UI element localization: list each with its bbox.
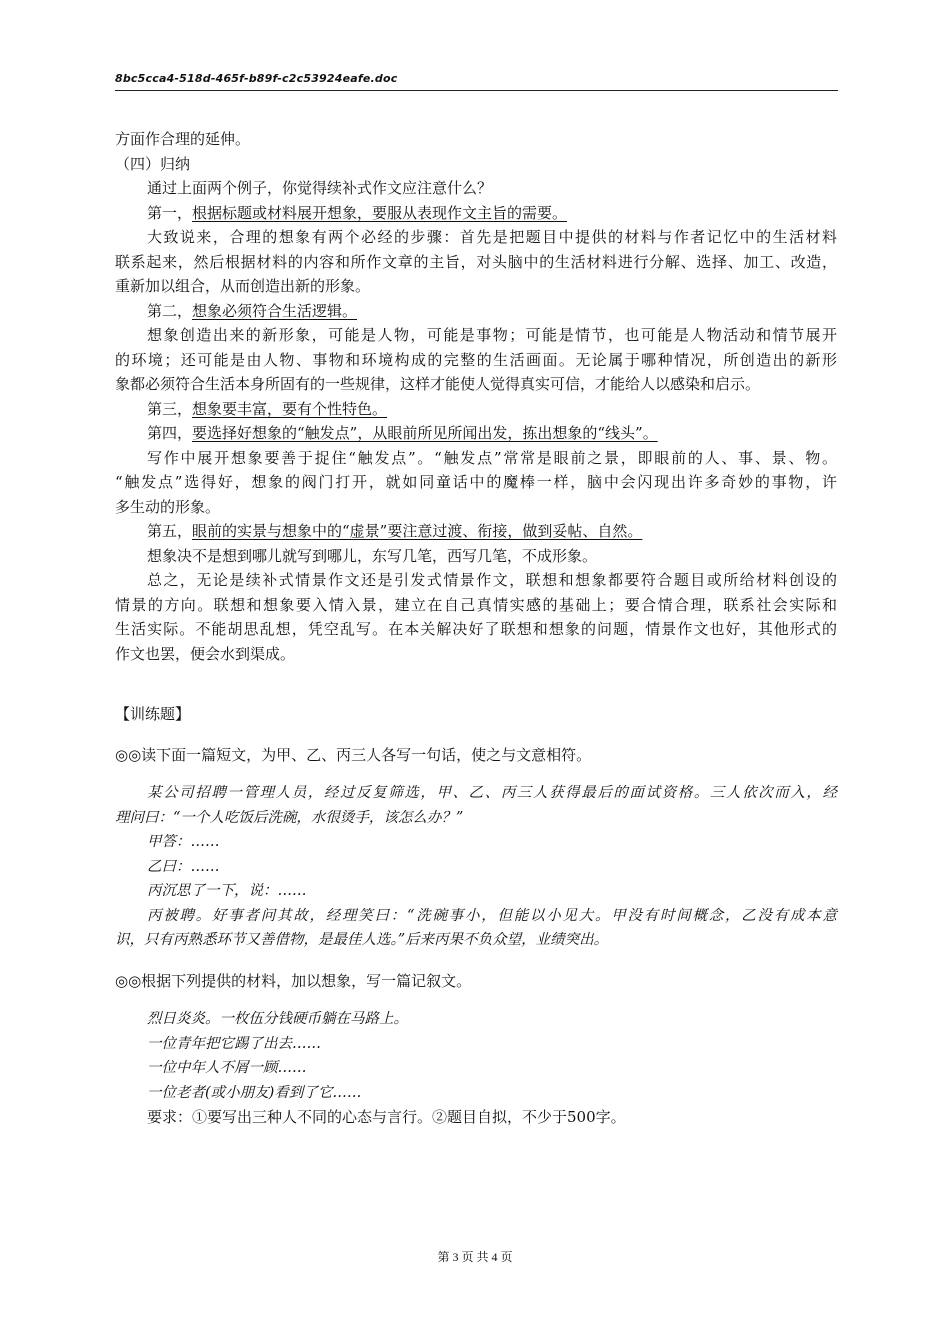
paragraph-line: 生活实际。不能胡思乱想，凭空乱写。在本关解决好了联想和想象的问题，情景作文也好，其他形式的 <box>115 620 837 638</box>
paragraph-line: 写作中展开想象要善于捉住“触发点”。“触发点”常常是眼前之景，即眼前的人、事、景、物。 <box>147 448 837 467</box>
underlined-point: 要选择好想象的“触发点”，从眼前所见所闻出发，拣出想象的“线头”。 <box>192 424 658 442</box>
story-line: 乙曰：…… <box>147 858 220 875</box>
story-line: 丙被聘。好事者问其故，经理笑曰：“洗碗事小，但能以小见大。甲没有时间概念，乙没有成本意 <box>147 907 837 924</box>
paragraph-line: 重新加以组合，从而创造出新的形象。 <box>115 277 371 295</box>
point-five <box>115 519 837 544</box>
point-four <box>115 421 837 446</box>
story-line: 某公司招聘一管理人员，经过反复筛选，甲、乙、丙三人获得最后的面试资格。三人依次而入，经 <box>147 785 837 801</box>
header-filename: 8bc5cca4-518d-465f-b89f-c2c53924eafe.doc <box>115 72 398 85</box>
paragraph-line: 大致说来，合理的想象有两个必经的步骤：首先是把题目中提供的材料与作者记忆中的生活材料 <box>147 228 837 246</box>
material-line: 一位老者(或小朋友)看到了它…… <box>147 1084 362 1101</box>
question-two: ◎◎根据下列提供的材料，加以想象，写一篇记叙文。 <box>115 971 472 990</box>
section-heading: （四）归纳 <box>115 154 191 173</box>
paragraph-line: 总之，无论是续补式情景作文还是引发式情景作文，联想和想象都要符合题目或所给材料创设的 <box>147 571 837 589</box>
document-body <box>115 127 837 1130</box>
paragraph-line: 情景的方向。联想和想象要入情入景，建立在自己真情实感的基础上；要合情合理，联系社会实际和 <box>115 595 837 614</box>
question-one: ◎◎读下面一篇短文，为甲、乙、丙三人各写一句话，使之与文意相符。 <box>115 745 592 764</box>
point-label: 第三， <box>147 399 193 418</box>
training-title: 【训练题】 <box>115 705 191 723</box>
point-three <box>115 397 837 422</box>
paragraph-line: 的环境；还可能是由人物、事物和环境构成的完整的生活画面。无论属于哪种情况，所创造出的新形 <box>115 350 837 369</box>
paragraph-line: 方面作合理的延伸。 <box>115 130 251 148</box>
material-line: 一位青年把它踢了出去…… <box>147 1035 321 1052</box>
point-one <box>115 201 837 226</box>
paragraph-line: 通过上面两个例子，你觉得续补式作文应注意什么？ <box>147 179 493 197</box>
underlined-point: 想象要丰富，要有个性特色。 <box>192 399 388 418</box>
point-label: 第二， <box>147 301 193 320</box>
page-header <box>115 70 838 91</box>
point-label: 第一， <box>147 203 193 222</box>
story-line: 甲答：…… <box>147 834 220 850</box>
underlined-point: 眼前的实景与想象中的“虚景”要注意过渡、衔接，做到妥帖、自然。 <box>192 522 643 540</box>
underlined-point: 根据标题或材料展开想象，要服从表现作文主旨的需要。 <box>192 203 568 222</box>
paragraph-line: 象都必须符合生活本身所固有的一些规律，这样才能使人觉得真实可信，才能给人以感染和启示。 <box>115 375 761 393</box>
paragraph-line: 作文也罢，便会水到渠成。 <box>115 644 296 663</box>
story-line: 丙沉思了一下，说：…… <box>147 883 307 899</box>
paragraph-line: 多生动的形象。 <box>115 497 221 516</box>
paragraph-line: 联系起来，然后根据材料的内容和所作文章的主旨，对头脑中的生活材料进行分解、选择、加工、改造， <box>115 252 837 271</box>
story-line: 理问曰：“一个人吃饭后洗碗，水很烫手，该怎么办？” <box>115 809 464 826</box>
underlined-point: 想象必须符合生活逻辑。 <box>192 301 358 320</box>
story-line: 识，只有丙熟悉环节又善借物，是最佳人选。”后来丙果不负众望，业绩突出。 <box>115 932 609 948</box>
material-line: 烈日炎炎。一枚伍分钱硬币躺在马路上。 <box>147 1011 408 1027</box>
point-label: 第四， <box>147 424 193 442</box>
paragraph-line: 想象创造出来的新形象，可能是人物，可能是事物；可能是情节，也可能是人物活动和情节展开 <box>147 326 837 344</box>
point-two <box>115 299 837 324</box>
material-line: 一位中年人不屑一顾…… <box>147 1060 307 1076</box>
paragraph-line: “触发点”选得好，想象的阀门打开，就如同童话中的魔棒一样，脑中会闪现出许多奇妙的事物，许 <box>115 473 837 491</box>
requirement-line: 要求：①要写出三种人不同的心态与言行。②题目自拟，不少于500字。 <box>147 1108 626 1126</box>
paragraph-line: 想象决不是想到哪儿就写到哪儿，东写几笔，西写几笔，不成形象。 <box>147 546 598 565</box>
page-footer: 第 3 页 共 4 页 <box>437 1250 513 1264</box>
point-label: 第五， <box>147 522 193 540</box>
